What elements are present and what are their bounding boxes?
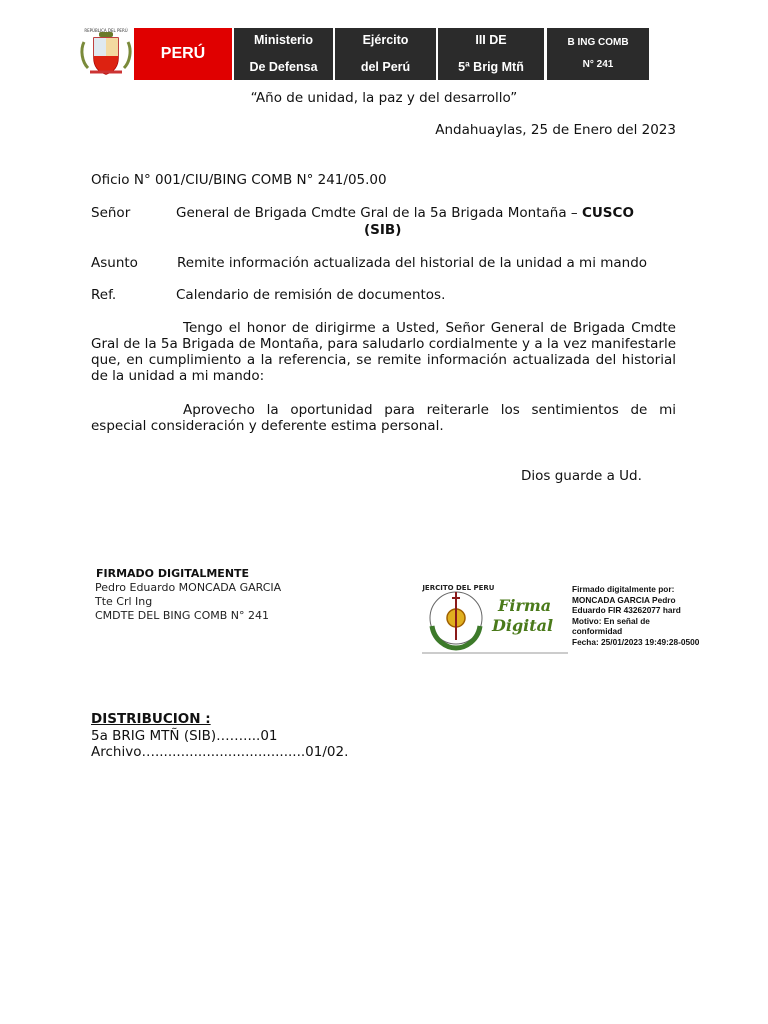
senor-value [176, 205, 634, 221]
header-iii-line1: III DE [475, 33, 507, 47]
firma-logo-line2: Digital [492, 616, 554, 635]
header-ministerio-line2: De Defensa [249, 60, 318, 74]
body-paragraph-1: Tengo el honor de dirigirme a Usted, Señor General de Brigada Cmdte Gral de la 5a Brigada de Montaña, para saludarlo cordialmente y a la vez manifestarle que, en cumplimiento a la referencia, se remite información actualizada del historial de la unidad a mi mando: [91, 320, 676, 384]
header-ejercito-box [335, 28, 436, 80]
signature-title: FIRMADO DIGITALMENTE [96, 567, 250, 580]
year-motto: “Año de unidad, la paz y del desarrollo” [250, 90, 518, 106]
signature-name: Pedro Eduardo MONCADA GARCIA [95, 581, 282, 594]
senor-value-line2: (SIB) [364, 222, 402, 238]
shield-caption: REPÚBLICA DEL PERÚ [84, 28, 128, 33]
header-bing-line1: B ING COMB [567, 37, 629, 48]
asunto-value: Remite información actualizada del historial de la unidad a mi mando [177, 255, 648, 271]
senor-label: Señor [91, 205, 131, 221]
distribucion-title: DISTRIBUCION : [91, 711, 211, 727]
firma-logo-line1: Firma [498, 596, 552, 615]
header-bing-line2: N° 241 [582, 59, 614, 70]
signature-position: CMDTE DEL BING COMB N° 241 [95, 609, 269, 622]
signature-rank: Tte Crl Ing [95, 595, 153, 608]
header-ejercito-line2: del Perú [360, 60, 411, 74]
header-ministerio-box [234, 28, 333, 80]
stamp-info-1: Firmado digitalmente por: [572, 584, 675, 594]
stamp-info-3: Eduardo FIR 43262077 hard [572, 605, 681, 615]
distribucion-item: Archivo…...................................01/02. [91, 744, 349, 760]
seal-text: EJERCITO DEL PERU [422, 584, 495, 592]
oficio-number: Oficio N° 001/CIU/BING COMB N° 241/05.00 [91, 172, 387, 188]
body-paragraph-2: Aprovecho la oportunidad para reiterarle los sentimientos de mi especial consideración y deferente estima personal. [91, 402, 676, 434]
senor-value-bold: CUSCO [581, 205, 634, 221]
header-peru-label: PERÚ [160, 45, 206, 62]
header-iii-line2: 5ª Brig Mtñ [458, 60, 524, 74]
header-bing-box [547, 28, 649, 80]
header-ministerio-line1: Ministerio [253, 33, 314, 47]
peru-coat-of-arms-icon [78, 28, 134, 82]
ref-label: Ref. [91, 287, 117, 303]
stamp-info-4: Motivo: En señal de [572, 615, 650, 626]
stamp-info-6: Fecha: 25/01/2023 19:49:28-0500 [572, 636, 700, 647]
senor-value-text: General de Brigada Cmdte Gral de la 5a Brigada Montaña – [176, 205, 582, 221]
ref-value: Calendario de remisión de documentos. [176, 287, 446, 303]
header-iii-de-box [438, 28, 544, 80]
header-ejercito-line1: Ejército [362, 33, 409, 47]
asunto-label: Asunto [91, 255, 138, 271]
stamp-info-5: conformidad [572, 626, 623, 636]
distribucion-item: 5a BRIG MTÑ (SIB)……....01 [91, 728, 278, 744]
closing-text: Dios guarde a Ud. [521, 468, 642, 484]
stamp-info-2: MONCADA GARCIA Pedro [572, 594, 676, 605]
letter-date: Andahuaylas, 25 de Enero del 2023 [435, 122, 676, 138]
digital-signature-info [572, 584, 722, 647]
digital-signature-stamp [422, 578, 568, 654]
header-peru-box [134, 28, 232, 80]
